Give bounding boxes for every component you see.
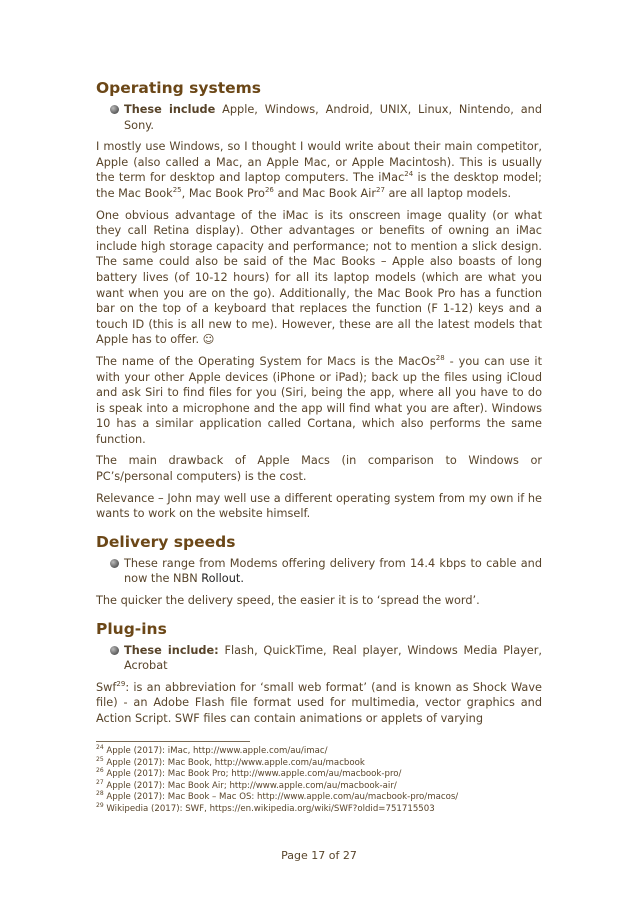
heading-plug-ins: Plug-ins — [96, 619, 167, 638]
footnote-24: $^{24}$ Apple (2017): iMac, http://www.apple.com/au/imac/ — [96, 744, 328, 756]
footnote-ref-27[interactable]: 27 — [375, 186, 385, 195]
paragraph-os-5: Relevance – John may well use a different operating system from my own if he wants to work on the website himself. — [96, 491, 542, 521]
heading-delivery-speeds: Delivery speeds — [96, 532, 236, 551]
bullet-icon — [110, 105, 119, 114]
bullet-text: Flash, QuickTime, Real player, Windows Media Player, Acrobat — [124, 643, 542, 673]
bullet-delivery — [96, 556, 542, 587]
footnote-26: $^{26}$ Apple (2017): Mac Book Pro; http://www.apple.com/au/macbook-pro/ — [96, 767, 402, 779]
bullet-text: These range from Modems offering delivery from 14.4 kbps to cable and now the NBN — [124, 556, 542, 586]
footnote-28: $^{28}$ Apple (2017): Mac Book – Mac OS: http://www.apple.com/au/macbook-pro/macos/ — [96, 790, 459, 802]
footnote-ref-28[interactable]: 28 — [435, 354, 445, 363]
paragraph-os-3: The name of the Operating System for Macs is the MacOs$^{28}$ - you can use it with your other Apple devices (iPhone or iPad); back up the files using iCloud and ask Siri to find files for you (Siri, being the app, where all you have to do is speak into a microphone and the app will find what you are after). Windows 10 has a similar application called Cortana, which also performs the same function. — [96, 354, 542, 446]
paragraph-os-2: One obvious advantage of the iMac is its onscreen image quality (or what they call Retina display). Other advantages or benefits of owning an iMac include high storage capacity and performance; not to mention a slick design. The same could also be said of the Mac Books – Apple also boasts of long battery lives (of 10-12 hours) for all its laptop models (which are what you want when you are on the go). Additionally, the Mac Book Pro has a function bar on the top of a keyboard that replaces the function (F 1-12) keys and a touch ID (this is all new to me). However, these are all the latest models that Apple has to offer. ☺ — [96, 208, 542, 347]
footnote-divider — [96, 741, 250, 742]
page-content — [96, 78, 542, 733]
heading-operating-systems: Operating systems — [96, 79, 261, 97]
page-number: Page 17 of 27 — [281, 849, 357, 862]
footnote-ref-26[interactable]: 26 — [264, 186, 274, 195]
footnote-25: $^{25}$ Apple (2017): Mac Book, http://www.apple.com/au/macbook — [96, 755, 365, 768]
bullet-icon — [110, 646, 119, 655]
bullet-icon — [110, 559, 119, 568]
paragraph-plugins-1: Swf$^{29}$: is an abbreviation for ‘small web format’ (and is known as Shock Wave file) - an Adobe Flash file format used for multimedia, vector graphics and Action Script. SWF files can contain animations or applets of varying — [96, 680, 542, 725]
paragraph-os-1: I mostly use Windows, so I thought I would write about their main competitor, Apple (also called a Mac, an Apple Mac, or Apple Macintosh). This is usually the term for desktop and laptop computers. The iMac$^{24}$ is the desktop model; the Mac Book$^{25}$, Mac Book Pro$^{26}$ and Mac Book Air$^{27}$ are all laptop models. — [96, 140, 542, 200]
footnote-ref-24[interactable]: 24 — [404, 170, 414, 179]
footnote-ref-25[interactable]: 25 — [172, 186, 182, 195]
footnote-ref-29[interactable]: 29 — [116, 680, 126, 689]
bullet-text-rollout: Rollout. — [201, 572, 244, 586]
footnote-27: $^{27}$ Apple (2017): Mac Book Air; http://www.apple.com/au/macbook-air/ — [96, 778, 397, 791]
paragraph-os-4: The main drawback of Apple Macs (in comparison to Windows or PC’s/personal computers) is the cost. — [96, 454, 542, 484]
bullet-os-list — [96, 102, 542, 133]
bullet-lead: These include: — [124, 643, 219, 657]
bullet-plugins — [96, 643, 542, 674]
footnote-29: $^{29}$ Wikipedia (2017): SWF, https://en.wikipedia.org/wiki/SWF?oldid=751715503 — [96, 801, 435, 814]
paragraph-delivery-1: The quicker the delivery speed, the easier it is to ‘spread the word’. — [96, 594, 480, 608]
bullet-text: Apple, Windows, Android, UNIX, Linux, Nintendo, and Sony. — [124, 103, 542, 132]
bullet-lead: These include — [124, 103, 216, 116]
footnotes — [96, 741, 546, 815]
